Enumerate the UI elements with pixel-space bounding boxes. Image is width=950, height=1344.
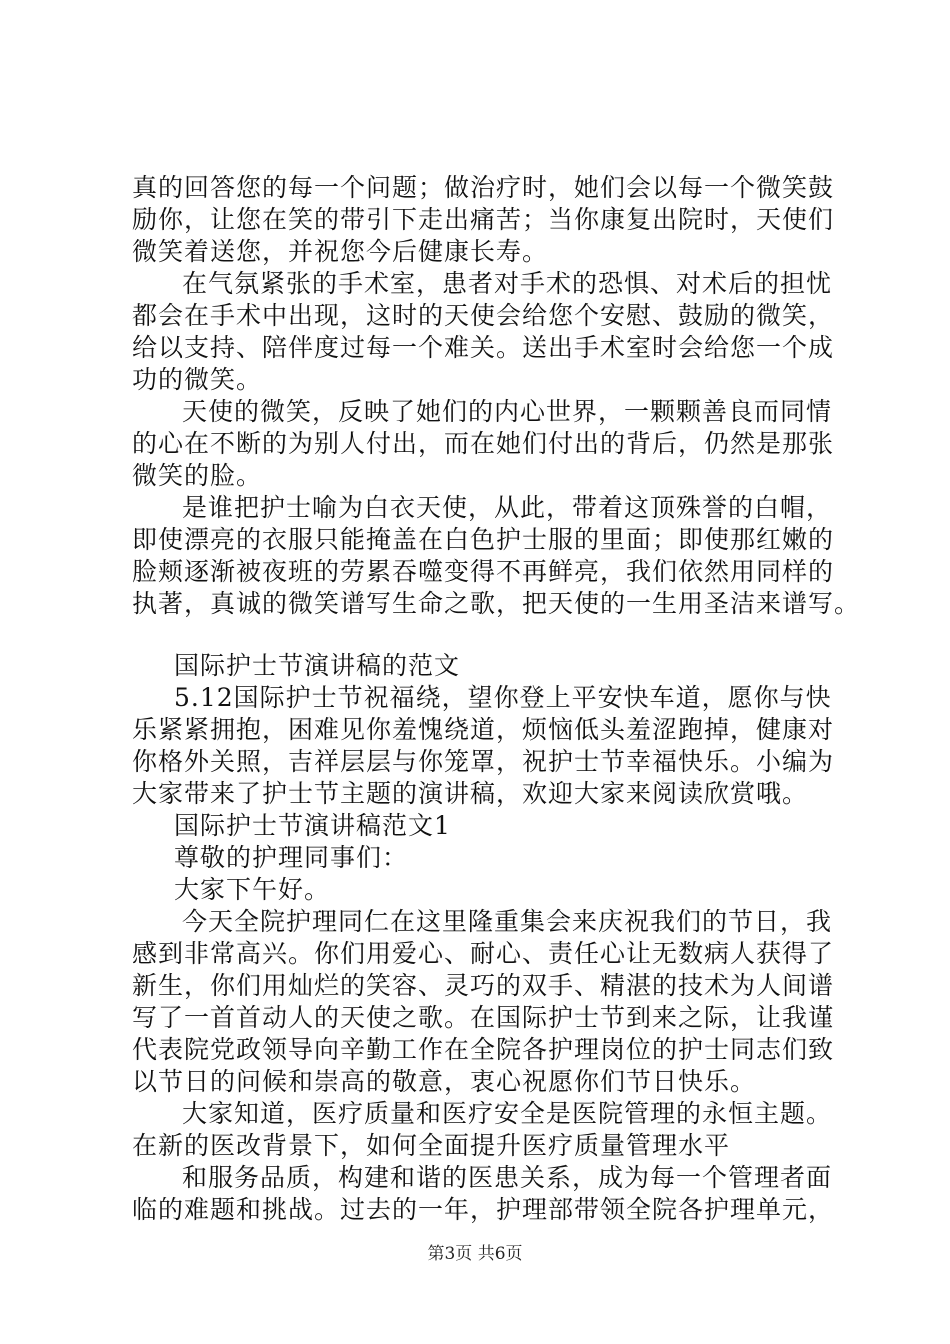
paragraph	[132, 172, 852, 268]
text-line: 是谁把护士喻为白衣天使，从此，带着这顶殊誉的白帽，	[182, 493, 833, 522]
text-line: 都会在手术中出现，这时的天使会给您个安慰、鼓励的微笑，	[132, 301, 835, 330]
paragraph	[132, 396, 852, 492]
text-line: 执著，真诚的微笑谱写生命之歌，把天使的一生用圣洁来谱写。	[132, 589, 861, 618]
text-line: 大家带来了护士节主题的演讲稿，欢迎大家来阅读欣赏哦。	[132, 779, 809, 808]
text-line: 乐紧紧拥抱，困难见你羞愧绕道，烦恼低头羞涩跑掉，健康对	[132, 715, 835, 744]
text-line: 感到非常高兴。你们用爱心、耐心、责任心让无数病人获得了	[132, 939, 835, 968]
paragraph	[132, 268, 852, 396]
text-line: 以节日的问候和崇高的敬意，衷心祝愿你们节日快乐。	[132, 1067, 757, 1096]
text-line: 写了一首首动人的天使之歌。在国际护士节到来之际，让我谨	[132, 1003, 835, 1032]
text-line: 微笑的脸。	[132, 461, 263, 490]
paragraph-gap	[132, 620, 852, 650]
subsection-title	[132, 810, 852, 842]
paragraph	[132, 1162, 852, 1226]
text-line: 大家下午好。	[174, 875, 331, 904]
text-line: 尊敬的护理同事们：	[174, 843, 409, 872]
text-line: 天使的微笑，反映了她们的内心世界，一颗颗善良而同情	[182, 397, 833, 426]
text-line: 大家知道，医疗质量和医疗安全是医院管理的永恒主题。	[182, 1099, 833, 1128]
text-line: 和服务品质，构建和谐的医患关系，成为每一个管理者面	[182, 1163, 833, 1192]
text-line: 微笑着送您，并祝您今后健康长寿。	[132, 237, 549, 266]
text-line: 新生，你们用灿烂的笑容、灵巧的双手、精湛的技术为人间谱	[132, 971, 835, 1000]
page-number-footer: 第3页 共6页	[427, 1244, 523, 1264]
greeting	[132, 874, 852, 906]
text-line: 给以支持、陪伴度过每一个难关。送出手术室时会给您一个成	[132, 333, 835, 362]
text-line: 励你，让您在笑的带引下走出痛苦；当你康复出院时，天使们	[132, 205, 835, 234]
text-line: 在气氛紧张的手术室，患者对手术的恐惧、对术后的担忧	[182, 269, 833, 298]
paragraph	[132, 682, 852, 810]
text-line: 国际护士节演讲稿的范文	[174, 651, 461, 680]
paragraph	[132, 906, 852, 1098]
text-line: 临的难题和挑战。过去的一年，护理部带领全院各护理单元，	[132, 1195, 835, 1224]
text-line: 5.12国际护士节祝福绕，望你登上平安快车道，愿你与快	[174, 683, 832, 712]
text-line: 在新的医改背景下，如何全面提升医疗质量管理水平	[132, 1131, 731, 1160]
text-line: 今天全院护理同仁在这里隆重集会来庆祝我们的节日，我	[182, 907, 833, 936]
section-title	[132, 650, 852, 682]
text-line: 脸颊逐渐被夜班的劳累吞噬变得不再鲜亮，我们依然用同样的	[132, 557, 835, 586]
text-line: 国际护士节演讲稿范文1	[174, 811, 451, 840]
paragraph	[132, 492, 861, 620]
text-line: 的心在不断的为别人付出，而在她们付出的背后，仍然是那张	[132, 429, 835, 458]
paragraph	[132, 1098, 852, 1162]
text-line: 功的微笑。	[132, 365, 263, 394]
document-body	[132, 172, 861, 1226]
text-line: 即使漂亮的衣服只能掩盖在白色护士服的里面；即使那红嫩的	[132, 525, 835, 554]
text-line: 代表院党政领导向辛勤工作在全院各护理岗位的护士同志们致	[132, 1035, 835, 1064]
text-line: 你格外关照，吉祥层层与你笼罩，祝护士节幸福快乐。小编为	[132, 747, 835, 776]
salutation	[132, 842, 852, 874]
text-line: 真的回答您的每一个问题；做治疗时，她们会以每一个微笑鼓	[132, 173, 835, 202]
